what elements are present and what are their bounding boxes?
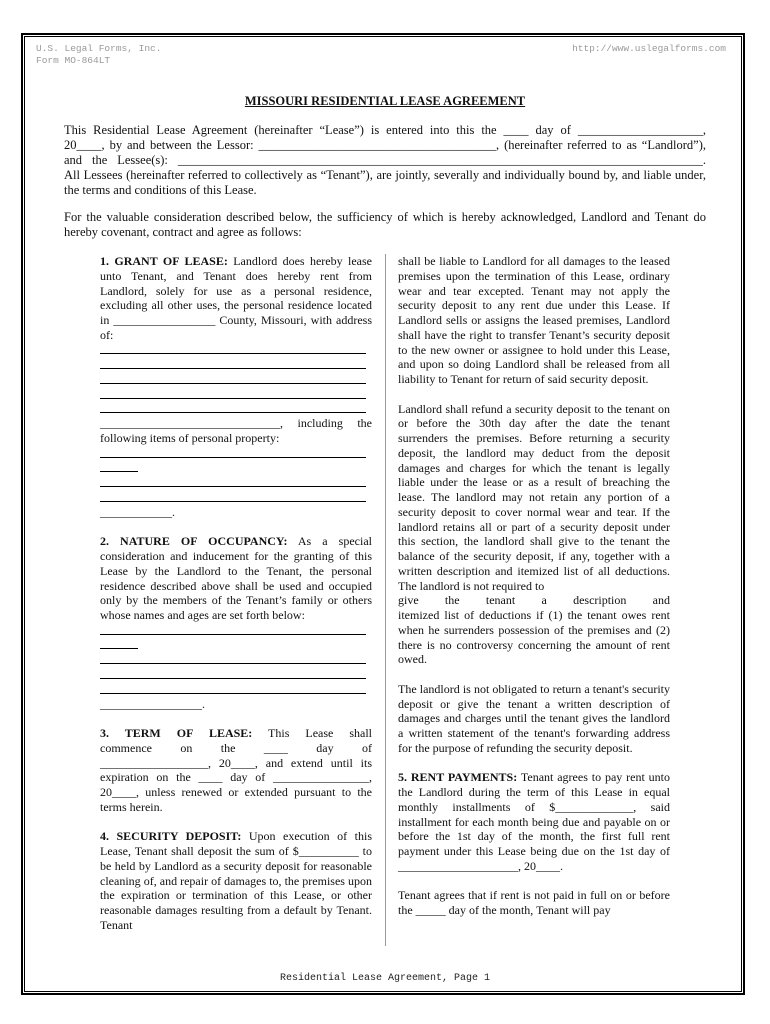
section-security-deposit (100, 829, 372, 932)
refund-paragraph-part-2: give the tenant a description and (398, 593, 670, 608)
occupant-blank-line[interactable] (100, 682, 372, 697)
section-2-text: As a special consideration and inducement for the granting of this Lease by the Landlord to the Tenant, the personal residence described above shall be used and occupied only by the members of the Tenant’s family or others whose names and ages are set forth below: (100, 534, 372, 622)
address-blank-line[interactable] (100, 372, 372, 387)
section-1-heading: 1. GRANT OF LEASE: (100, 254, 228, 268)
column-divider (385, 254, 386, 946)
property-blank-line[interactable] (100, 446, 372, 461)
property-blank-line[interactable] (100, 490, 372, 505)
right-column (398, 254, 670, 918)
refund-paragraph-part-3: itemized list of deductions if (1) the tenant owes rent when he surrenders possession of the premises and (2) there is no controversy concerning the amount of rent owed. (398, 608, 670, 667)
refund-paragraph-part-1: Landlord shall refund a security deposit to the tenant on or before the 30th day after the date the tenant surrenders the premises. Before returning a security deposit, the landlord may deduct from the deposit damages and charges for which the tenant is legally liable under the lease or as a result of breaching the lease. The landlord may not retain any portion of a security deposit to cover normal wear and tear. If the landlord retains all or part of a security deposit under this section, the landlord shall give to the tenant the balance of the security deposit, if any, together with a written description and itemized list of all deductions. The landlord is not required to (398, 401, 670, 593)
section-4-text: Upon execution of this Lease, Tenant shall deposit the sum of $__________ to be held by Landlord as a security deposit for reasonable cleaning of, and repair of damages to, the premises upon the expiration or termination of this Lease, or other reasonable damages resulting from a default by Tenant. Tenant (100, 829, 372, 932)
address-blank-line[interactable] (100, 402, 372, 417)
spacer (398, 667, 670, 682)
property-blank-end: ____________. (100, 504, 175, 519)
section-grant-of-lease (100, 254, 372, 343)
occupant-blank-line[interactable] (100, 652, 372, 667)
section-1-text: Landlord does hereby lease unto Tenant, and Tenant does hereby rent from Landlord, solely for use as a personal residence, excluding all other uses, the personal residence located in _________________ County, Missouri, with address of: (100, 254, 372, 342)
property-blank-line[interactable] (100, 475, 372, 490)
document-title: MISSOURI RESIDENTIAL LEASE AGREEMENT (244, 94, 526, 108)
including-line: ______________________________, including the (100, 416, 372, 431)
consideration-paragraph (64, 210, 706, 240)
intro-line-4: All Lessees (hereinafter referred to collectively as “Tenant”), are jointly, severally and individually bound by, and liable under, the terms and conditions of this Lease. (64, 168, 706, 197)
left-column (100, 254, 372, 933)
section-3-line-4: expiration on the ____ day of ________________, (100, 770, 372, 785)
intro-line-2: 20____, by and between the Lessor: ______________________________________, (hereinafter referred to as “Landlord”), (64, 138, 706, 152)
form-id: Form MO-864LT (36, 54, 111, 66)
security-deposit-continued: shall be liable to Landlord for all damages to the leased premises upon the termination of this Lease, ordinary wear and tear excepted. Tenant may not apply the security deposit to any rent due under this Lease. If Landlord sells or assigns the leased premises, Landlord shall have the right to transfer Tenant’s security deposit to the new owner or assignee to hold under this Lease, and upon so doing Landlord shall be released from all liability to Tenant for return of said security deposit. (398, 254, 670, 386)
spacer (100, 815, 372, 830)
property-blank-line[interactable] (100, 461, 372, 476)
occupant-blank-line[interactable] (100, 667, 372, 682)
company-name: U.S. Legal Forms, Inc. (36, 43, 162, 54)
section-5-heading: 5. RENT PAYMENTS: (398, 770, 518, 785)
section-3-line-2: commence on the ____ day of (100, 740, 372, 755)
address-blank-line[interactable] (100, 357, 372, 372)
section-term-of-lease (100, 726, 372, 741)
intro-line-1: This Residential Lease Agreement (hereinafter “Lease”) is entered into this the ____ day of ____________________, (64, 123, 706, 137)
page-footer: Residential Lease Agreement, Page 1 (279, 973, 491, 984)
forwarding-address-paragraph: The landlord is not obligated to return a tenant's security deposit or give the tenant a written description of damages and charges until the tenant gives the landlord a written statement of the tenant's forwarding address for the purpose of refunding the security deposit. (398, 681, 670, 755)
occupant-blank-line[interactable] (100, 638, 372, 653)
section-3-heading: 3. TERM OF LEASE: (100, 726, 253, 740)
section-3-line-5: 20____, unless renewed or extended pursuant to the terms herein. (100, 785, 372, 814)
consideration-text: For the valuable consideration described below, the sufficiency of which is hereby acknowledged, Landlord and Tenant do hereby covenant, contract and agree as follows: (64, 210, 706, 239)
address-blank-line[interactable] (100, 387, 372, 402)
section-3-line-1: This Lease shall (252, 726, 372, 740)
following-items-label: following items of personal property: (100, 431, 280, 445)
section-4-heading: 4. SECURITY DEPOSIT: (100, 829, 242, 844)
spacer (398, 874, 670, 889)
form-url[interactable]: http://www.uslegalforms.com (572, 43, 726, 54)
section-5-text: Tenant agrees to pay rent unto the Landlord during the term of this Lease in equal monthly installments of $_____________, said installment for each month being due and payable on or before the 1st day of the month, the first full rent payment under this Lease being due on the 1st day of ____________________, 20____. (398, 770, 671, 873)
occupant-blank-end: _________________. (100, 696, 205, 711)
late-rent-paragraph: Tenant agrees that if rent is not paid in full on or before the _____ day of the month, Tenant will pay (398, 888, 670, 917)
spacer (398, 756, 670, 771)
spacer (398, 387, 670, 402)
intro-paragraph (64, 123, 706, 198)
spacer (100, 711, 372, 726)
spacer (100, 520, 372, 535)
occupant-blank-line[interactable] (100, 623, 372, 638)
form-header-left (36, 43, 161, 66)
intro-line-3: and the Lessee(s): ____________________________________________________________________________________. (64, 153, 706, 167)
section-nature-of-occupancy (100, 534, 372, 623)
section-rent-payments (398, 770, 670, 873)
section-3-line-3: __________________, 20____, and extend until its (100, 755, 372, 770)
address-blank-line[interactable] (100, 343, 372, 358)
section-2-heading: 2. NATURE OF OCCUPANCY: (100, 534, 288, 549)
